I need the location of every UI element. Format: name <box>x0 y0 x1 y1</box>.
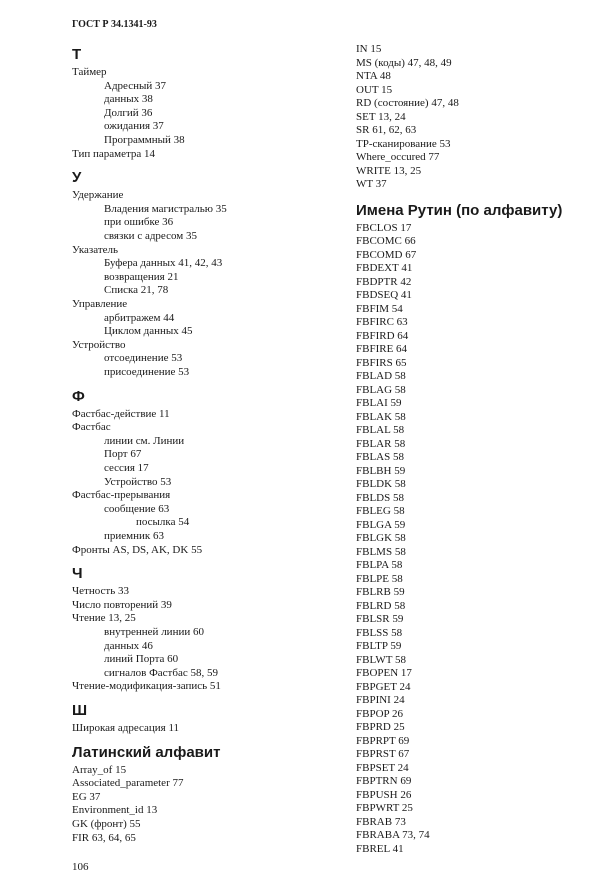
index-entry: внутренней линии 60 <box>104 626 204 638</box>
index-entry: Фастбас-прерывания <box>72 489 171 502</box>
index-entry: Environment_id 13 <box>72 804 158 817</box>
index-entry: данных 38 <box>104 93 153 106</box>
section-heading: Ч <box>72 565 83 583</box>
index-entry: Порт 67 <box>104 448 142 461</box>
index-entry: FBLBH 59 <box>356 464 406 477</box>
index-entry: FBLPA 58 <box>356 559 403 571</box>
index-entry: FBLPE 58 <box>356 572 403 585</box>
index-entry: отсоединение 53 <box>104 352 183 365</box>
section-heading: Т <box>72 46 82 63</box>
index-entry: RD (состояние) 47, 48 <box>356 97 459 109</box>
index-entry: FBPRST 67 <box>356 748 410 760</box>
index-entry: Владения магистралью 35 <box>104 202 227 215</box>
section-heading: У <box>72 169 82 187</box>
index-entry: связки с адресом 35 <box>104 230 197 242</box>
index-entry: FBLAS 58 <box>356 451 404 463</box>
index-entry: Фронты AS, DS, AK, DK 55 <box>72 543 203 556</box>
index-entry: FIR 63, 64, 65 <box>72 831 136 844</box>
index-entry: FBLGA 59 <box>356 518 406 531</box>
index-entry: FBLTP 59 <box>356 640 402 652</box>
index-entry: FBLAK 58 <box>356 410 406 423</box>
index-entry: FBLEG 58 <box>356 505 405 517</box>
index-entry: при ошибке 36 <box>104 216 174 229</box>
index-entry: FBDEXT 41 <box>356 262 413 274</box>
index-entry: Associated_parameter 77 <box>72 777 184 790</box>
index-entry: WRITE 13, 25 <box>356 164 422 177</box>
index-entry: GK (фронт) 55 <box>72 818 141 830</box>
index-entry: SR 61, 62, 63 <box>356 124 417 136</box>
index-entry: FBLGK 58 <box>356 532 406 544</box>
index-entry: FBDPTR 42 <box>356 275 412 288</box>
index-entry: FBLAR 58 <box>356 437 406 450</box>
index-entry: FBRAB 73 <box>356 815 406 828</box>
index-entry: Списка 21, 78 <box>104 284 169 297</box>
index-entry: FBCOMD 67 <box>356 248 417 261</box>
index-entry: OUT 15 <box>356 83 393 96</box>
index-entry: Таймер <box>72 66 107 78</box>
index-entry: посылка 54 <box>136 516 190 529</box>
index-entry: FBLAD 58 <box>356 370 406 382</box>
index-entry: FBFIRE 64 <box>356 343 408 355</box>
index-entry: FBFIRD 64 <box>356 329 409 342</box>
index-entry: FBLRD 58 <box>356 599 406 612</box>
index-entry: FBPTRN 69 <box>356 775 412 787</box>
index-entry: Чтение-модификация-запись 51 <box>72 680 221 693</box>
index-entry: FBRABA 73, 74 <box>356 829 430 841</box>
index-entry: данных 46 <box>104 639 153 652</box>
index-entry: Чтение 13, 25 <box>72 612 136 625</box>
index-entry: Управление <box>72 298 128 310</box>
index-entry: Тип параметра 14 <box>72 147 156 160</box>
index-entry: Буфера данных 41, 42, 43 <box>104 257 223 270</box>
index-entry: Программный 38 <box>104 134 185 146</box>
running-header: ГОСТ Р 34.1341-93 <box>72 19 157 30</box>
index-entry: TP-сканирование 53 <box>356 137 451 150</box>
index-entry: сообщение 63 <box>104 502 170 515</box>
index-entry: FBPUSH 26 <box>356 788 412 801</box>
index-entry: FBDSEQ 41 <box>356 289 412 301</box>
index-entry: FBPRD 25 <box>356 721 405 733</box>
index-entry: FBLRB 59 <box>356 586 405 598</box>
index-entry: Устройство <box>72 338 126 351</box>
index-entry: Устройство 53 <box>104 475 172 488</box>
index-entry: линий Порта 60 <box>104 653 179 666</box>
page-number: 106 <box>72 861 89 873</box>
section-heading: Ш <box>72 702 88 719</box>
index-entry: Число повторений 39 <box>72 598 172 611</box>
index-entry: WT 37 <box>356 178 387 190</box>
index-entry: FBLSR 59 <box>356 613 404 625</box>
index-entry: Фастбас-действие 11 <box>72 407 170 420</box>
index-entry: Адресный 37 <box>104 79 166 92</box>
index-entry: FBLAL 58 <box>356 424 405 436</box>
index-entry: Удержание <box>72 189 124 202</box>
section-heading: Имена Рутин (по алфавиту) <box>356 201 563 219</box>
index-entry: FBFIRC 63 <box>356 316 408 328</box>
index-entry: MS (коды) 47, 48, 49 <box>356 56 452 69</box>
index-entry: FBPINI 24 <box>356 694 405 706</box>
index-entry: Where_occured 77 <box>356 151 440 163</box>
index-entry: Широкая адресация 11 <box>72 722 180 734</box>
index-entry: EG 37 <box>72 790 101 803</box>
index-entry: FBLWT 58 <box>356 653 407 666</box>
index-entry: FBPSET 24 <box>356 761 409 774</box>
index-entry: Фастбас <box>72 421 111 434</box>
index-entry: FBFIM 54 <box>356 302 403 315</box>
section-heading: Ф <box>72 387 85 405</box>
index-entry: ожидания 37 <box>104 120 164 133</box>
index-entry: линии см. Линии <box>104 434 185 447</box>
index-entry: NTA 48 <box>356 70 391 82</box>
index-entry: FBCLOS 17 <box>356 221 412 234</box>
index-entry: FBFIRS 65 <box>356 356 407 369</box>
index-entry: присоединение 53 <box>104 366 190 378</box>
index-entry: IN 15 <box>356 43 382 55</box>
index-entry: FBOPEN 17 <box>356 667 412 679</box>
index-entry: сессия 17 <box>104 462 149 474</box>
index-entry: SET 13, 24 <box>356 110 406 123</box>
index-entry: FBLMS 58 <box>356 545 406 558</box>
index-entry: сигналов Фастбас 58, 59 <box>104 666 218 679</box>
index-entry: Долгий 36 <box>104 106 153 119</box>
index-entry: Array_of 15 <box>72 763 127 776</box>
index-entry: FBLSS 58 <box>356 626 403 639</box>
index-entry: арбитражем 44 <box>104 311 175 324</box>
index-entry: Указатель <box>72 243 119 256</box>
index-entry: FBREL 41 <box>356 842 404 855</box>
index-entry: FBPGET 24 <box>356 680 411 693</box>
index-entry: FBLDK 58 <box>356 478 406 490</box>
index-entry: FBCOMC 66 <box>356 235 416 247</box>
index-entry: FBPRPT 69 <box>356 734 410 747</box>
index-entry: FBLDS 58 <box>356 491 404 504</box>
index-entry: FBLAI 59 <box>356 397 402 409</box>
index-entry: FBPOP 26 <box>356 707 403 720</box>
index-entry: FBPWRT 25 <box>356 802 413 814</box>
index-entry: FBLAG 58 <box>356 383 406 396</box>
section-heading: Латинский алфавит <box>72 743 221 761</box>
index-entry: возвращения 21 <box>104 270 179 283</box>
index-entry: приемник 63 <box>104 530 164 542</box>
index-entry: Циклом данных 45 <box>104 325 193 338</box>
index-entry: Четность 33 <box>72 585 129 598</box>
